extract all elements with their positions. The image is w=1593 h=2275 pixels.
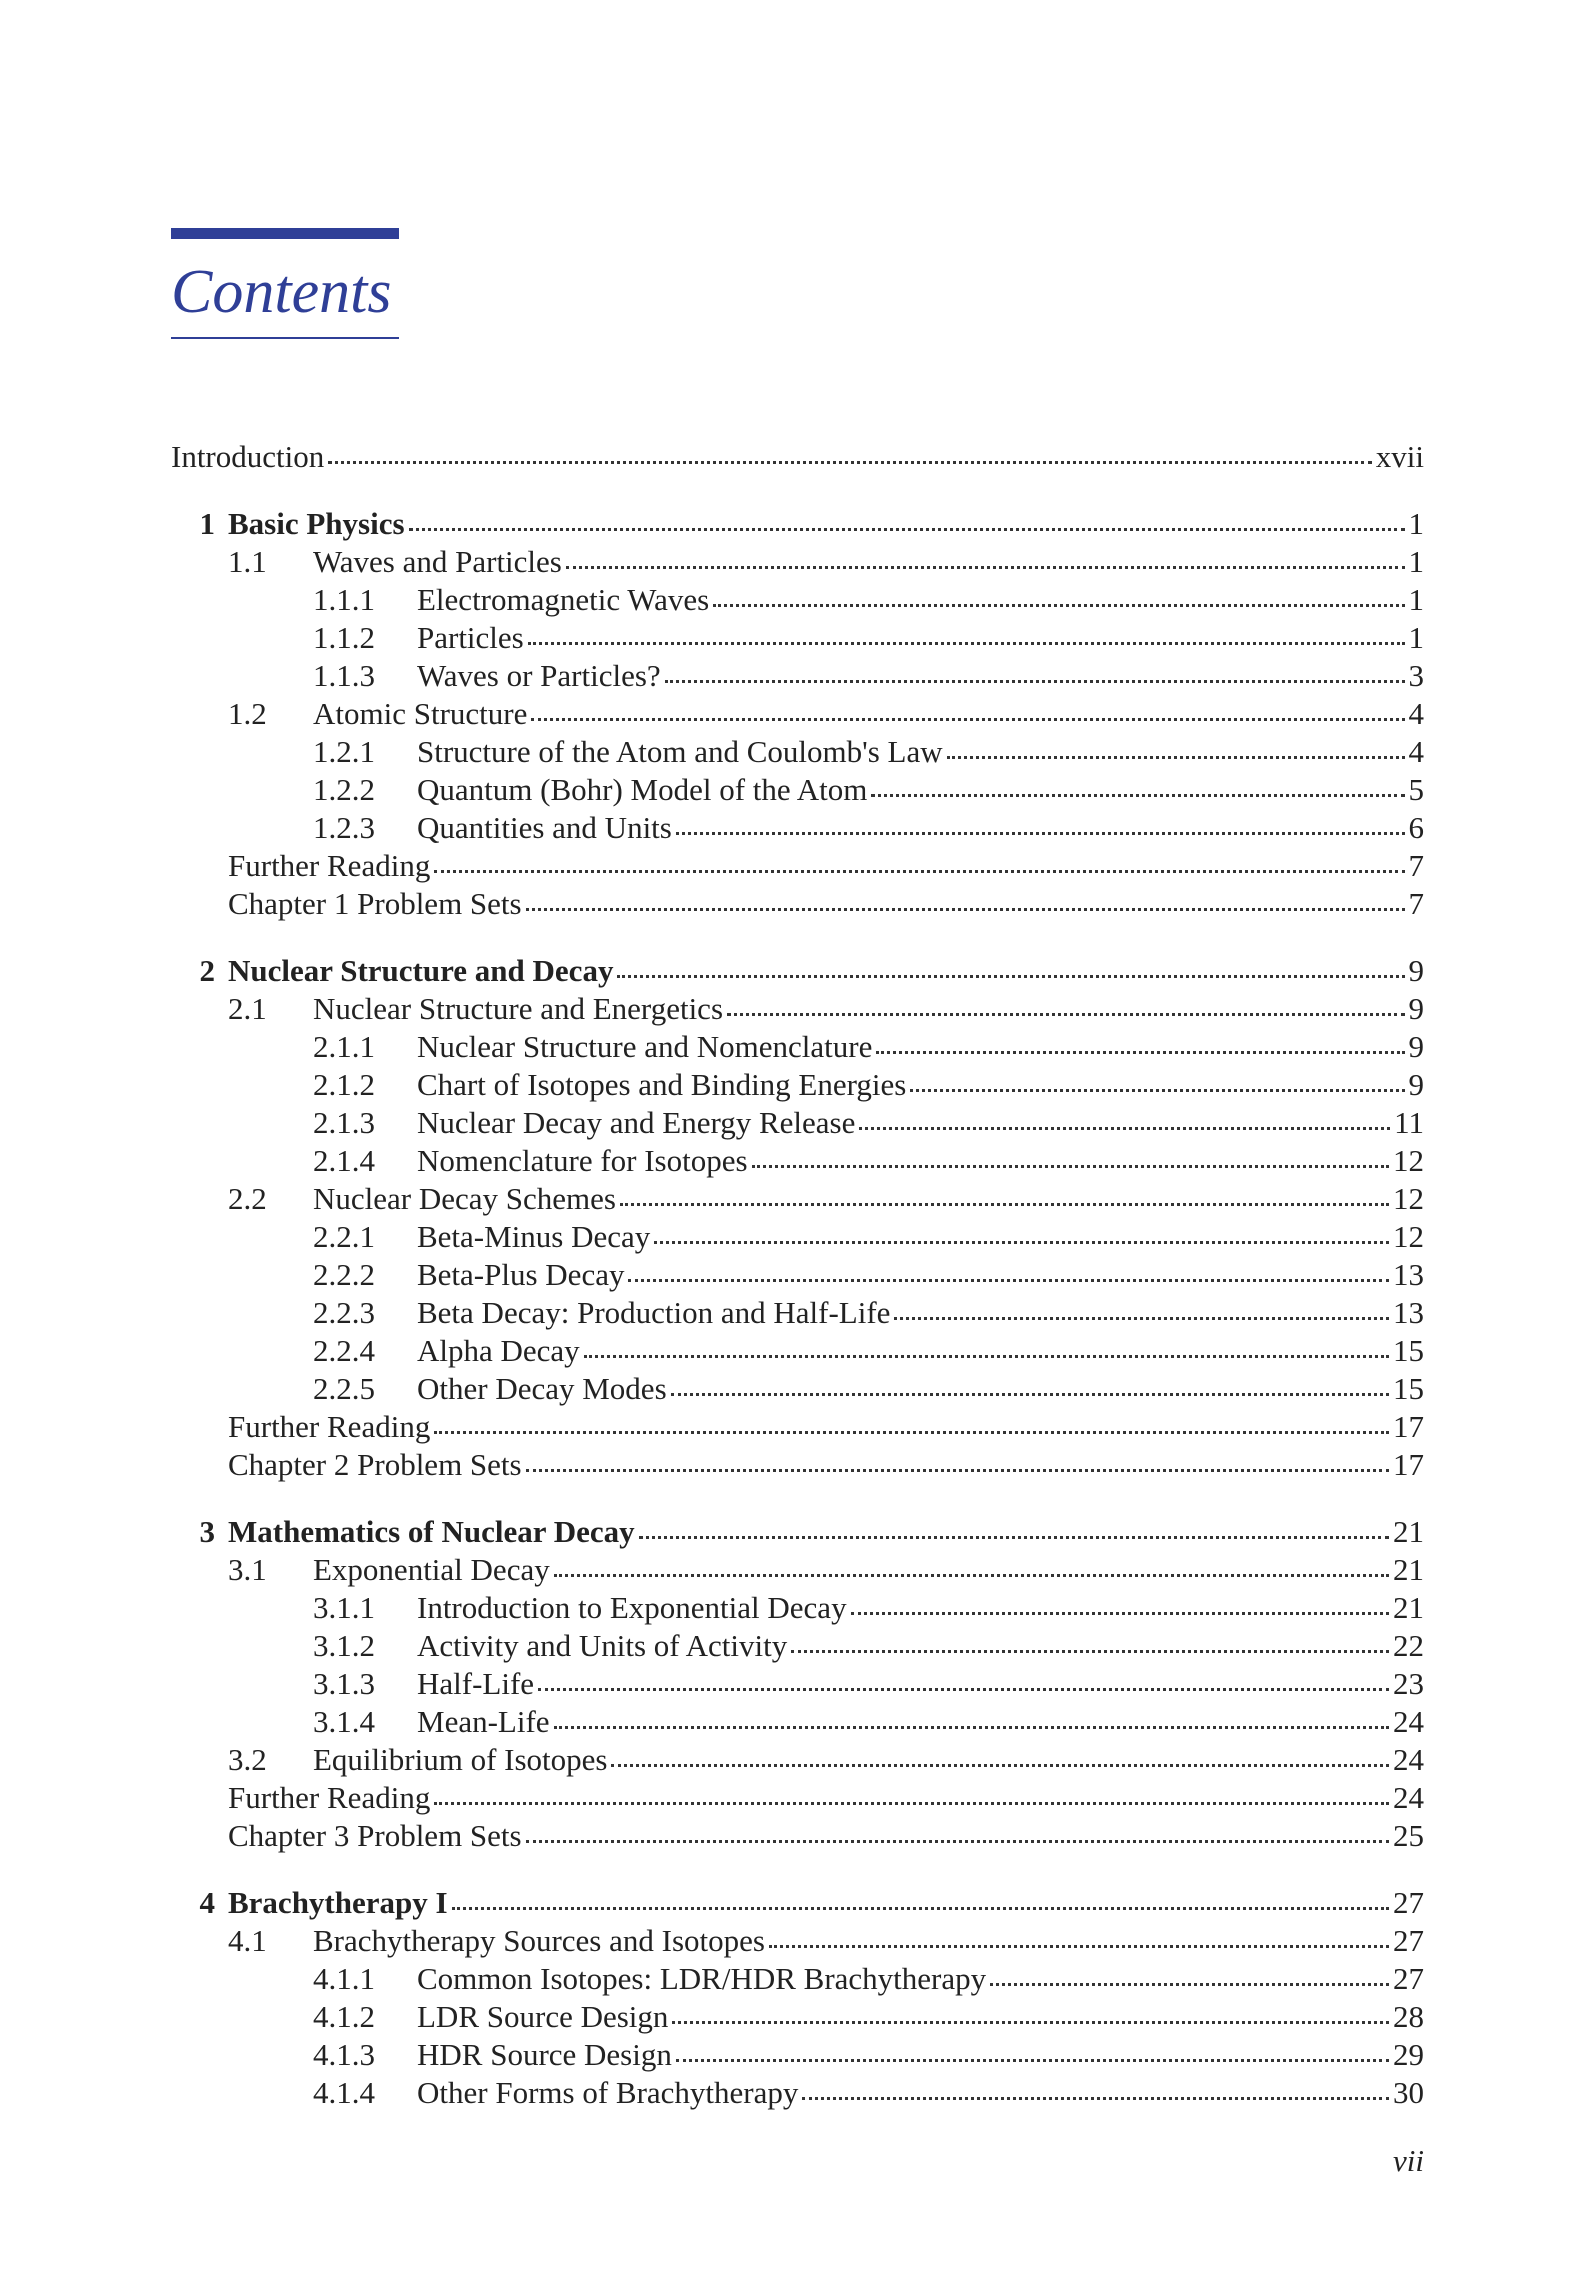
dot-leader — [526, 1469, 1389, 1472]
dot-leader — [566, 566, 1405, 569]
toc-entry-title: Nuclear Decay and Energy Release — [417, 1105, 856, 1140]
dot-leader — [769, 1945, 1389, 1948]
toc-entry-chapter — [171, 952, 1424, 990]
toc-entry-page: 12 — [1393, 1219, 1424, 1254]
toc-entry-number: 2.1.3 — [313, 1105, 375, 1140]
toc-entry-title: Equilibrium of Isotopes — [313, 1742, 608, 1777]
toc-entry-page: 24 — [1393, 1704, 1424, 1739]
toc-entry-title: Particles — [417, 620, 524, 655]
dot-leader — [531, 718, 1404, 721]
toc-entry-title: Alpha Decay — [417, 1333, 580, 1368]
toc-entry-title: Exponential Decay — [313, 1552, 550, 1587]
toc-entry-title: Chapter 2 Problem Sets — [228, 1447, 522, 1482]
dot-leader — [584, 1355, 1389, 1358]
toc-entry-subsection — [171, 1256, 1424, 1294]
dot-leader — [894, 1317, 1389, 1320]
dot-leader — [617, 975, 1404, 978]
toc-entry-page: 25 — [1393, 1818, 1424, 1853]
toc-entry-number: 2.2.2 — [313, 1257, 375, 1292]
toc-entry-page: 13 — [1393, 1295, 1424, 1330]
toc-entry-subsection — [171, 733, 1424, 771]
dot-leader — [676, 832, 1405, 835]
toc-entry-title: Activity and Units of Activity — [417, 1628, 788, 1663]
toc-entry-page: 15 — [1393, 1371, 1424, 1406]
toc-entry-title: Beta-Minus Decay — [417, 1219, 651, 1254]
toc-entry-page: 17 — [1393, 1447, 1424, 1482]
dot-leader — [409, 528, 1405, 531]
toc-entry-page: 15 — [1393, 1333, 1424, 1368]
toc-entry-subsection — [171, 1960, 1424, 1998]
dot-leader — [538, 1688, 1389, 1691]
toc-entry-number: 1.1 — [228, 544, 267, 579]
toc-entry-page: 7 — [1408, 848, 1424, 883]
toc-entry-title: Brachytherapy I — [228, 1885, 448, 1920]
toc-entry-page: 1 — [1408, 620, 1424, 655]
toc-entry-subsection — [171, 1665, 1424, 1703]
toc-entry-page: 6 — [1408, 810, 1424, 845]
dot-leader — [628, 1279, 1389, 1282]
dot-leader — [990, 1983, 1389, 1986]
toc-entry-subsection — [171, 1218, 1424, 1256]
toc-entry-title: Common Isotopes: LDR/HDR Brachytherapy — [417, 1961, 987, 1996]
toc-entry-number: 2.2.4 — [313, 1333, 375, 1368]
toc-entry-title: Chapter 1 Problem Sets — [228, 886, 522, 921]
dot-leader — [876, 1051, 1404, 1054]
toc-entry-subsection — [171, 657, 1424, 695]
toc-entry-number: 2.1.2 — [313, 1067, 375, 1102]
toc-entry-page: 3 — [1408, 658, 1424, 693]
dot-leader — [654, 1241, 1389, 1244]
toc-entry-section — [171, 543, 1424, 581]
toc-entry-number: 4.1.4 — [313, 2075, 375, 2110]
toc-entry-section — [171, 990, 1424, 1028]
toc-entry-subsection — [171, 1370, 1424, 1408]
heading-accent-bar — [171, 228, 399, 239]
toc-entry-subsection — [171, 1104, 1424, 1142]
dot-leader — [791, 1650, 1389, 1653]
toc-entry-number: 1.2.2 — [313, 772, 375, 807]
toc-entry-section — [171, 695, 1424, 733]
dot-leader — [672, 2021, 1389, 2024]
toc-entry-subsection — [171, 1703, 1424, 1741]
toc-entry-number: 3.1.4 — [313, 1704, 375, 1739]
dot-leader — [910, 1089, 1404, 1092]
toc-entry-number: 3.1 — [228, 1552, 267, 1587]
toc-entry-number: 1.1.2 — [313, 620, 375, 655]
dot-leader — [434, 1802, 1389, 1805]
contents-heading — [171, 228, 399, 339]
heading-underline — [171, 337, 399, 339]
toc-entry-subsection — [171, 619, 1424, 657]
toc-entry-number: 4.1.2 — [313, 1999, 375, 2034]
dot-leader — [526, 908, 1405, 911]
toc-entry-title: Introduction — [171, 439, 325, 474]
toc-entry-subsection — [171, 809, 1424, 847]
toc-entry-number: 3 — [199, 1514, 215, 1549]
toc-entry-subsection — [171, 1998, 1424, 2036]
toc-entry-page: 9 — [1408, 1029, 1424, 1064]
dot-leader — [802, 2097, 1389, 2100]
dot-leader — [328, 461, 1372, 464]
toc-entry-page: 21 — [1393, 1590, 1424, 1625]
toc-entry-section — [171, 1551, 1424, 1589]
dot-leader — [620, 1203, 1389, 1206]
toc-entry-number: 2.2.1 — [313, 1219, 375, 1254]
toc-entry-title: Waves or Particles? — [417, 658, 661, 693]
toc-entry-title: Nuclear Structure and Nomenclature — [417, 1029, 873, 1064]
toc-entry-chapter — [171, 1513, 1424, 1551]
dot-leader — [727, 1013, 1404, 1016]
toc-entry-page: 1 — [1408, 582, 1424, 617]
toc-entry-title: Chart of Isotopes and Binding Energies — [417, 1067, 907, 1102]
dot-leader — [871, 794, 1404, 797]
dot-leader — [859, 1127, 1390, 1130]
toc-entry-subsection — [171, 1142, 1424, 1180]
toc-entry-title: Structure of the Atom and Coulomb's Law — [417, 734, 943, 769]
toc-entry-page: 4 — [1408, 696, 1424, 731]
toc-entry-subsection — [171, 1589, 1424, 1627]
dot-leader — [665, 680, 1405, 683]
toc-entry-subsection — [171, 1332, 1424, 1370]
toc-entry-number: 2.2 — [228, 1181, 267, 1216]
toc-entry-page: 9 — [1408, 991, 1424, 1026]
toc-entry-page: 11 — [1394, 1105, 1424, 1140]
toc-entry-page: 21 — [1393, 1514, 1424, 1549]
toc-entry-title: Nuclear Structure and Energetics — [313, 991, 724, 1026]
toc-entry-title: Beta Decay: Production and Half-Life — [417, 1295, 891, 1330]
dot-leader — [611, 1764, 1389, 1767]
dot-leader — [851, 1612, 1389, 1615]
toc-entry-title: Beta-Plus Decay — [417, 1257, 625, 1292]
toc-entry-title: Further Reading — [228, 1780, 431, 1815]
toc-entry-title: Further Reading — [228, 1409, 431, 1444]
toc-entry-page: 5 — [1408, 772, 1424, 807]
dot-leader — [434, 870, 1404, 873]
toc-entry-number: 1.2.3 — [313, 810, 375, 845]
toc-entry-subsection — [171, 1066, 1424, 1104]
toc-entry-section — [171, 1180, 1424, 1218]
page-number: vii — [1393, 2143, 1424, 2178]
toc-entry-page: xvii — [1375, 439, 1424, 474]
toc-entry-title: Electromagnetic Waves — [417, 582, 710, 617]
toc-entry-number: 3.1.3 — [313, 1666, 375, 1701]
dot-leader — [526, 1840, 1389, 1843]
toc-entry-title: Mathematics of Nuclear Decay — [228, 1514, 635, 1549]
toc-entry-title: Other Forms of Brachytherapy — [417, 2075, 799, 2110]
toc-entry-number: 2.2.3 — [313, 1295, 375, 1330]
dot-leader — [434, 1431, 1389, 1434]
toc-entry-subsection — [171, 2036, 1424, 2074]
dot-leader — [554, 1726, 1389, 1729]
toc-entry-back — [171, 1779, 1424, 1817]
toc-entry-number: 2.1 — [228, 991, 267, 1026]
toc-entry-page: 28 — [1393, 1999, 1424, 2034]
toc-entry-number: 2 — [199, 953, 215, 988]
toc-entry-back — [171, 1446, 1424, 1484]
toc-entry-back — [171, 847, 1424, 885]
toc-entry-title: Further Reading — [228, 848, 431, 883]
toc-entry-chapter — [171, 505, 1424, 543]
toc-entry-title: Nomenclature for Isotopes — [417, 1143, 748, 1178]
toc-entry-page: 30 — [1393, 2075, 1424, 2110]
toc-entry-title: Other Decay Modes — [417, 1371, 667, 1406]
toc-entry-number: 1.2.1 — [313, 734, 375, 769]
toc-entry-title: Chapter 3 Problem Sets — [228, 1818, 522, 1853]
toc-entry-number: 3.1.1 — [313, 1590, 375, 1625]
toc-entry-page: 27 — [1393, 1885, 1424, 1920]
toc-entry-back — [171, 1817, 1424, 1855]
toc-entry-page: 27 — [1393, 1923, 1424, 1958]
toc-entry-subsection — [171, 581, 1424, 619]
toc-entry-number: 4.1.3 — [313, 2037, 375, 2072]
toc-entry-subsection — [171, 1028, 1424, 1066]
toc-entry-chapter — [171, 1884, 1424, 1922]
toc-entry-title: Nuclear Structure and Decay — [228, 953, 614, 988]
table-of-contents — [171, 438, 1424, 2112]
toc-entry-page: 1 — [1408, 506, 1424, 541]
dot-leader — [676, 2059, 1389, 2062]
toc-entry-back — [171, 1408, 1424, 1446]
toc-entry-title: Waves and Particles — [313, 544, 562, 579]
toc-entry-page: 12 — [1393, 1143, 1424, 1178]
toc-entry-number: 4.1.1 — [313, 1961, 375, 1996]
toc-entry-title: HDR Source Design — [417, 2037, 672, 2072]
toc-entry-page: 4 — [1408, 734, 1424, 769]
toc-entry-page: 23 — [1393, 1666, 1424, 1701]
toc-entry-section — [171, 1922, 1424, 1960]
toc-entry-page: 29 — [1393, 2037, 1424, 2072]
page-title: Contents — [171, 258, 392, 326]
toc-entry-number: 1.2 — [228, 696, 267, 731]
toc-entry-title: Introduction to Exponential Decay — [417, 1590, 847, 1625]
toc-entry-page: 21 — [1393, 1552, 1424, 1587]
dot-leader — [452, 1907, 1389, 1910]
dot-leader — [639, 1536, 1389, 1539]
dot-leader — [671, 1393, 1389, 1396]
toc-entry-title: Brachytherapy Sources and Isotopes — [313, 1923, 765, 1958]
toc-entry-title: LDR Source Design — [417, 1999, 669, 2034]
toc-entry-number: 3.1.2 — [313, 1628, 375, 1663]
toc-entry-title: Nuclear Decay Schemes — [313, 1181, 616, 1216]
toc-entry-title: Basic Physics — [228, 506, 405, 541]
toc-entry-page: 12 — [1393, 1181, 1424, 1216]
toc-entry-page: 22 — [1393, 1628, 1424, 1663]
toc-entry-subsection — [171, 2074, 1424, 2112]
dot-leader — [752, 1165, 1389, 1168]
toc-entry-page: 1 — [1408, 544, 1424, 579]
toc-entry-page: 9 — [1408, 953, 1424, 988]
toc-entry-page: 9 — [1408, 1067, 1424, 1102]
toc-entry-title: Mean-Life — [417, 1704, 550, 1739]
dot-leader — [947, 756, 1405, 759]
toc-entry-title: Quantities and Units — [417, 810, 672, 845]
toc-entry-number: 4 — [199, 1885, 215, 1920]
toc-entry-title: Half-Life — [417, 1666, 535, 1701]
toc-entry-number: 1.1.1 — [313, 582, 375, 617]
toc-entry-page: 7 — [1408, 886, 1424, 921]
toc-entry-number: 1.1.3 — [313, 658, 375, 693]
toc-entry-page: 13 — [1393, 1257, 1424, 1292]
dot-leader — [528, 642, 1405, 645]
toc-entry-subsection — [171, 771, 1424, 809]
toc-entry-subsection — [171, 1627, 1424, 1665]
toc-entry-number: 2.2.5 — [313, 1371, 375, 1406]
toc-entry-page: 27 — [1393, 1961, 1424, 1996]
dot-leader — [554, 1574, 1389, 1577]
toc-entry-section — [171, 1741, 1424, 1779]
toc-entry-subsection — [171, 1294, 1424, 1332]
toc-entry-number: 3.2 — [228, 1742, 267, 1777]
toc-entry-page: 24 — [1393, 1742, 1424, 1777]
toc-entry-intro — [171, 438, 1424, 476]
toc-entry-page: 24 — [1393, 1780, 1424, 1815]
toc-entry-title: Atomic Structure — [313, 696, 528, 731]
toc-entry-number: 4.1 — [228, 1923, 267, 1958]
toc-entry-number: 2.1.4 — [313, 1143, 375, 1178]
toc-entry-back — [171, 885, 1424, 923]
toc-entry-number: 1 — [199, 506, 215, 541]
toc-entry-page: 17 — [1393, 1409, 1424, 1444]
toc-entry-title: Quantum (Bohr) Model of the Atom — [417, 772, 868, 807]
dot-leader — [713, 604, 1404, 607]
toc-entry-number: 2.1.1 — [313, 1029, 375, 1064]
